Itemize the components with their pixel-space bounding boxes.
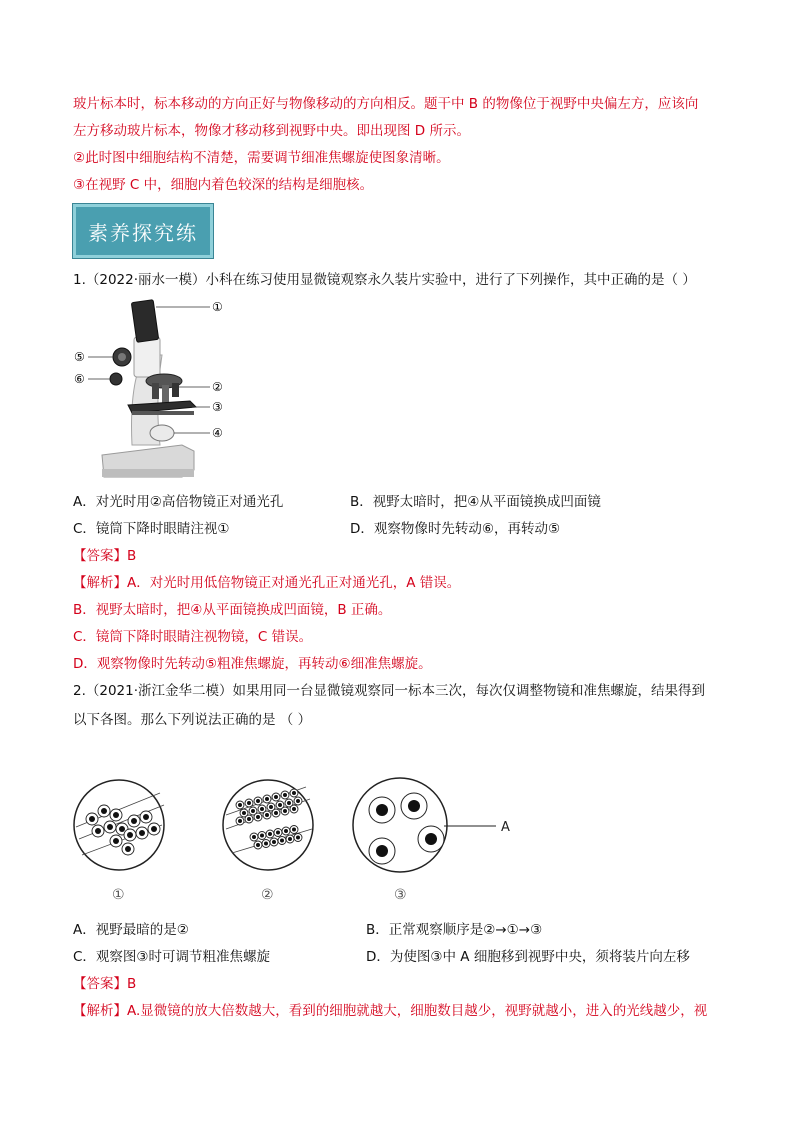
cell-nucleus — [280, 839, 284, 843]
q2-option-c: C．观察图③时可调节粗准焦螺旋 — [73, 949, 271, 965]
q1-option-d: D．观察物像时先转动⑥，再转动⑤ — [350, 521, 561, 537]
label-3: ③ — [212, 400, 223, 414]
q1-analysis-4: D．观察物像时先转动⑤粗准焦螺旋，再转动⑥细准焦螺旋。 — [73, 656, 432, 672]
q2-answer: 【答案】B — [73, 976, 137, 992]
cell-nucleus — [256, 843, 260, 847]
field-of-view-figures — [70, 775, 530, 905]
cell-nucleus — [288, 837, 292, 841]
cell-nucleus — [131, 818, 137, 824]
objective-2 — [162, 385, 169, 403]
cell-nucleus — [101, 808, 107, 814]
cell-nucleus — [292, 807, 296, 811]
section-badge — [73, 204, 213, 258]
cell-nucleus — [242, 811, 246, 815]
cell-nucleus — [274, 795, 278, 799]
prev-explanation-line-2: 左方移动玻片标本，物像才移动移到视野中央。即出现图 D 所示。 — [73, 123, 470, 139]
q2-stem-2: 以下各图。那么下列说法正确的是 （ ） — [73, 712, 312, 728]
fov-3-label: ③ — [394, 887, 407, 903]
microscope-base-front — [102, 469, 194, 477]
cell-nucleus — [272, 840, 276, 844]
q2-stem-1: 2.（2021·浙江金华二模）如果用同一台显微镜观察同一标本三次，每次仅调整物镜和准焦螺旋，结果得到 — [73, 683, 706, 699]
cell-nucleus — [269, 805, 273, 809]
fov-2-label: ② — [261, 887, 274, 903]
cell-nucleus — [296, 799, 300, 803]
q1-analysis-1: 【解析】A．对光时用低倍物镜正对通光孔正对通光孔，A 错误。 — [73, 575, 461, 591]
microscope-figure — [72, 295, 242, 495]
fov-1-label: ① — [112, 887, 125, 903]
cell-nucleus — [287, 801, 291, 805]
q1-stem: 1.（2022·丽水一模）小科在练习使用显微镜观察永久装片实验中，进行了下列操作，其中正确的是（ ） — [73, 272, 696, 288]
cell-nucleus — [143, 814, 149, 820]
pointer-label: A — [501, 820, 510, 835]
cell-nucleus — [151, 826, 157, 832]
cell-nucleus — [127, 832, 133, 838]
cell-nucleus — [260, 807, 264, 811]
cell-nucleus — [119, 826, 125, 832]
fine-focus-knob — [110, 373, 122, 385]
q1-answer: 【答案】B — [73, 548, 137, 564]
q1-option-c: C．镜筒下降时眼睛注视① — [73, 521, 230, 537]
cell-nucleus — [260, 834, 264, 838]
q2-option-d: D．为使图③中 A 细胞移到视野中央，须将装片向左移 — [366, 949, 690, 965]
cell-nucleus — [276, 831, 280, 835]
q2-option-b: B．正常观察顺序是②→①→③ — [366, 922, 543, 938]
objective-1 — [152, 383, 159, 399]
fov-1 — [74, 780, 164, 870]
cell-nucleus — [247, 801, 251, 805]
cell-nucleus — [113, 838, 119, 844]
cell-nucleus — [252, 835, 256, 839]
cell-nucleus — [265, 813, 269, 817]
label-2: ② — [212, 380, 223, 394]
cell-nucleus — [256, 799, 260, 803]
cell-nucleus — [238, 819, 242, 823]
cell-nucleus — [256, 815, 260, 819]
label-6: ⑥ — [74, 372, 85, 386]
cell-nucleus — [283, 793, 287, 797]
prev-explanation-line-3: ②此时图中细胞结构不清楚，需要调节细准焦螺旋使图象清晰。 — [73, 150, 450, 166]
label-5: ⑤ — [74, 350, 85, 364]
mirror — [150, 425, 174, 441]
eyepiece — [131, 300, 158, 343]
cell-nucleus — [278, 803, 282, 807]
label-4: ④ — [212, 426, 223, 440]
q1-option-a: A．对光时用②高倍物镜正对通光孔 — [73, 494, 284, 510]
cell-nucleus — [292, 791, 296, 795]
cell-nucleus — [283, 809, 287, 813]
cell-nucleus — [125, 846, 131, 852]
cell-nucleus — [247, 817, 251, 821]
cell-nucleus — [139, 830, 145, 836]
label-1: ① — [212, 300, 223, 314]
cell-nucleus — [251, 809, 255, 813]
cell-nucleus — [89, 816, 95, 822]
cell-nucleus — [113, 812, 119, 818]
cell-nucleus — [284, 829, 288, 833]
q1-analysis-2: B．视野太暗时，把④从平面镜换成凹面镜，B 正确。 — [73, 602, 392, 618]
microscope-body — [134, 337, 160, 377]
section-badge-title: 素养探究练 — [88, 220, 198, 245]
cell-nucleus — [274, 811, 278, 815]
cell-nucleus — [238, 803, 242, 807]
cell-nucleus — [265, 797, 269, 801]
cell-nucleus — [95, 828, 101, 834]
fov-2 — [223, 780, 313, 870]
cell-nucleus — [292, 828, 296, 832]
q1-option-b: B．视野太暗时，把④从平面镜换成凹面镜 — [350, 494, 601, 510]
prev-explanation-line-4: ③在视野 C 中，细胞内着色较深的结构是细胞核。 — [73, 177, 374, 193]
cell-nucleus — [268, 832, 272, 836]
cell-nucleus — [296, 836, 300, 840]
q2-analysis-1: 【解析】A.显微镜的放大倍数越大，看到的细胞就越大，细胞数目越少，视野就越小，进入的光线越少，视 — [73, 1003, 708, 1019]
prev-explanation-line-1: 玻片标本时，标本移动的方向正好与物像移动的方向相反。题干中 B 的物像位于视野中央偏左方，应该向 — [73, 96, 699, 112]
cell-nucleus — [107, 824, 113, 830]
cell-nucleus — [264, 842, 268, 846]
q2-option-a: A．视野最暗的是② — [73, 922, 189, 938]
q1-analysis-3: C．镜筒下降时眼睛注视物镜，C 错误。 — [73, 629, 313, 645]
objective-3 — [172, 383, 179, 397]
fov-3 — [353, 778, 496, 872]
